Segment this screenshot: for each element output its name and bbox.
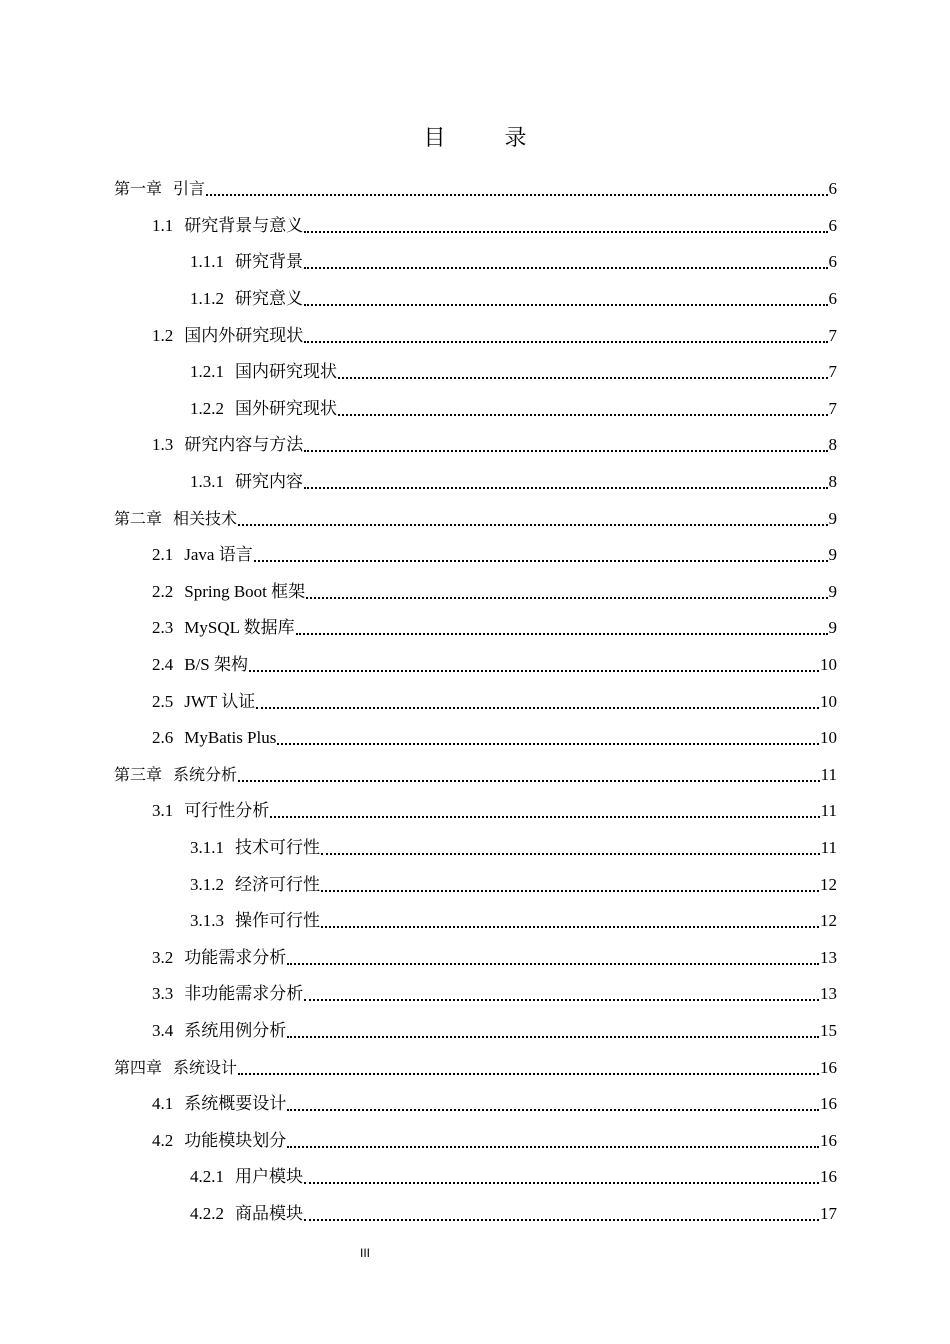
toc-entry-number: 1.1.1 [190,252,224,272]
dot-leader [287,963,819,965]
toc-entry[interactable] [0,903,950,940]
toc-entry-number: 1.2.1 [190,362,224,382]
toc-entry-page: 9 [828,545,837,565]
toc-entry-page: 9 [828,581,837,601]
toc-entry-page: 6 [828,215,837,235]
dot-leader [338,414,828,416]
toc-entry-page: 9 [828,508,837,528]
toc-entry-number: 3.1.3 [190,911,224,931]
dot-leader [304,450,827,452]
dot-leader [338,377,828,379]
toc-entry-page: 17 [820,1203,837,1223]
toc-entry[interactable] [0,1196,950,1233]
toc-entry-number: 1.2 [152,325,174,345]
toc-entry[interactable] [0,537,950,574]
toc-entry-number: 3.2 [152,947,174,967]
dot-leader [238,524,827,526]
toc-entry-number: 2.2 [152,581,174,601]
toc-entry-number: 4.2.1 [190,1167,224,1187]
dot-leader [249,670,819,672]
toc-entry-page: 10 [820,691,837,711]
toc-entry-page: 12 [820,874,837,894]
toc-entry-number: 3.3 [152,984,174,1004]
toc-entry-number: 4.1 [152,1094,174,1114]
page-number: III [359,1246,370,1260]
dot-leader [304,231,827,233]
toc-entry-title: 系统分析 [173,764,238,784]
toc-entry-page: 11 [820,837,837,857]
toc-entry[interactable] [0,354,950,391]
toc-entry-title: MySQL 数据库 [184,618,295,638]
toc-entry-title: 功能需求分析 [184,947,287,967]
toc-entry-page: 16 [820,1130,837,1150]
toc-entry[interactable] [0,171,950,208]
toc-entry-title: 国内研究现状 [235,362,337,382]
toc-entry-page: 7 [828,362,837,382]
toc-entry[interactable] [0,574,950,611]
toc-entry-page: 8 [828,435,837,455]
toc-entry[interactable] [0,830,950,867]
toc-entry-title: 功能模块划分 [184,1130,287,1150]
dot-leader [206,194,827,196]
toc-entry[interactable] [0,208,950,245]
dot-leader [321,853,820,855]
toc-entry-title: Java 语言 [184,545,253,565]
dot-leader [287,1146,819,1148]
toc-entry[interactable] [0,464,950,501]
table-of-contents [0,171,950,1232]
toc-entry-number: 第二章 [114,508,163,528]
dot-leader [304,999,819,1001]
toc-entry[interactable] [0,244,950,281]
toc-entry[interactable] [0,683,950,720]
toc-entry-number: 2.6 [152,728,174,748]
toc-entry-number: 3.1 [152,801,174,821]
toc-entry[interactable] [0,281,950,318]
toc-entry-title: Spring Boot 框架 [184,581,306,601]
toc-entry-title: MyBatis Plus [184,728,277,748]
toc-entry-number: 1.1.2 [190,289,224,309]
toc-entry[interactable] [0,757,950,794]
page-title: 目 录 [423,126,553,151]
toc-entry-page: 13 [820,984,837,1004]
toc-entry-number: 2.3 [152,618,174,638]
toc-entry-title: 非功能需求分析 [184,984,304,1004]
toc-entry-title: 用户模块 [235,1167,303,1187]
toc-entry-page: 11 [820,801,837,821]
toc-entry-title: 可行性分析 [184,801,270,821]
toc-entry[interactable] [0,391,950,428]
dot-leader [304,1219,819,1221]
toc-entry[interactable] [0,866,950,903]
toc-entry-title: 技术可行性 [235,837,320,857]
toc-entry-title: 经济可行性 [235,874,320,894]
toc-entry[interactable] [0,427,950,464]
toc-entry-page: 6 [828,289,837,309]
toc-entry-page: 11 [820,764,837,784]
toc-entry[interactable] [0,647,950,684]
toc-entry-page: 16 [820,1167,837,1187]
toc-entry[interactable] [0,1159,950,1196]
toc-entry-title: 系统用例分析 [184,1020,287,1040]
toc-entry-page: 16 [820,1057,837,1077]
toc-entry[interactable] [0,1049,950,1086]
toc-entry-page: 6 [828,252,837,272]
toc-entry[interactable] [0,1086,950,1123]
toc-entry[interactable] [0,317,950,354]
toc-entry[interactable] [0,939,950,976]
dot-leader [256,707,819,709]
toc-entry-title: 系统设计 [173,1057,238,1077]
dot-leader [296,633,828,635]
dot-leader [321,926,819,928]
toc-entry-title: 商品模块 [235,1203,303,1223]
toc-entry-page: 8 [828,472,837,492]
toc-entry-title: 国内外研究现状 [184,325,304,345]
toc-entry[interactable] [0,500,950,537]
toc-entry-title: 研究背景 [235,252,303,272]
dot-leader [254,560,828,562]
dot-leader [238,780,820,782]
dot-leader [304,487,828,489]
toc-entry-number: 2.4 [152,655,174,675]
toc-entry-page: 7 [828,325,837,345]
toc-entry-title: JWT 认证 [184,691,256,711]
toc-entry-number: 2.5 [152,691,174,711]
toc-entry-title: 研究背景与意义 [184,215,304,235]
toc-entry-number: 3.1.1 [190,837,224,857]
toc-entry[interactable] [0,720,950,757]
dot-leader [304,341,827,343]
dot-leader [304,1182,819,1184]
toc-entry-number: 1.3.1 [190,472,224,492]
dot-leader [277,743,819,745]
dot-leader [270,816,819,818]
toc-entry[interactable] [0,1013,950,1050]
toc-entry-title: 系统概要设计 [184,1094,287,1114]
toc-entry-title: 研究内容与方法 [184,435,304,455]
toc-entry-number: 3.1.2 [190,874,224,894]
toc-entry[interactable] [0,793,950,830]
toc-entry-title: 研究意义 [235,289,303,309]
toc-entry[interactable] [0,976,950,1013]
toc-entry-title: 操作可行性 [235,911,320,931]
dot-leader [306,597,827,599]
dot-leader [287,1109,819,1111]
toc-entry-title: 相关技术 [173,508,238,528]
toc-entry-number: 第三章 [114,764,163,784]
toc-entry-number: 1.3 [152,435,174,455]
toc-entry-page: 6 [828,179,837,199]
dot-leader [287,1036,819,1038]
toc-entry-page: 16 [820,1094,837,1114]
toc-entry-page: 10 [820,655,837,675]
toc-entry-title: B/S 架构 [184,655,249,675]
toc-entry-page: 7 [828,398,837,418]
toc-entry-number: 3.4 [152,1020,174,1040]
toc-entry[interactable] [0,1122,950,1159]
toc-entry-page: 9 [828,618,837,638]
toc-entry-page: 10 [820,728,837,748]
toc-entry-number: 第一章 [114,179,163,199]
toc-entry-number: 4.2 [152,1130,174,1150]
toc-entry-title: 引言 [173,179,206,199]
dot-leader [238,1073,819,1075]
toc-entry-number: 4.2.2 [190,1203,224,1223]
toc-entry-number: 1.2.2 [190,398,224,418]
dot-leader [321,890,819,892]
toc-entry-page: 12 [820,911,837,931]
toc-entry-page: 13 [820,947,837,967]
toc-entry-page: 15 [820,1020,837,1040]
toc-entry-number: 1.1 [152,215,174,235]
toc-entry-number: 第四章 [114,1057,163,1077]
toc-entry[interactable] [0,610,950,647]
dot-leader [304,304,828,306]
dot-leader [304,267,828,269]
toc-entry-number: 2.1 [152,545,174,565]
toc-entry-title: 国外研究现状 [235,398,337,418]
toc-entry-title: 研究内容 [235,472,303,492]
